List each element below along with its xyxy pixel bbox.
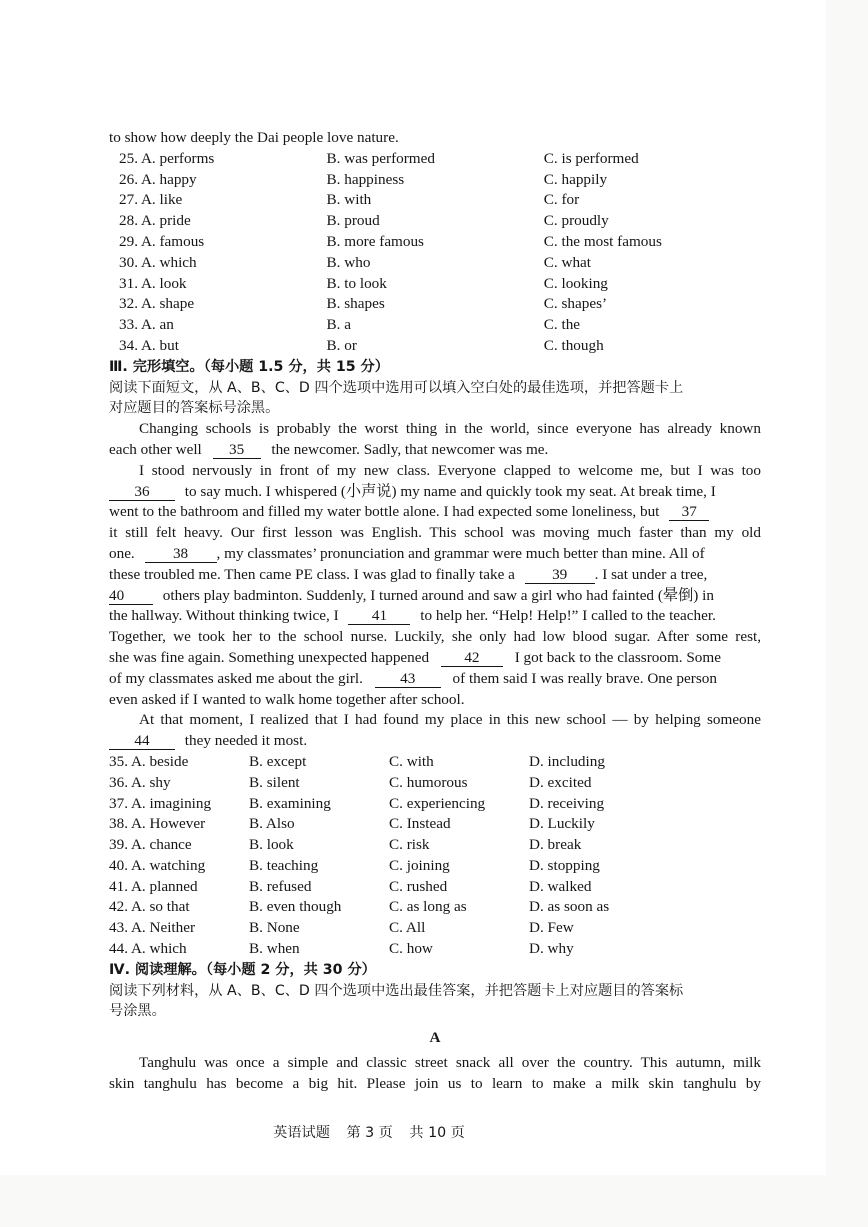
option-row (109, 773, 761, 794)
option-c: C. joining (389, 856, 450, 874)
option-b: B. refused (249, 877, 312, 895)
option-b: B. teaching (249, 856, 319, 874)
passage-line (109, 606, 761, 627)
blank-36: 36 (109, 483, 175, 501)
passage-text: went to the bathroom and filled my water bottle alone. I had expected some loneliness, but (109, 503, 660, 521)
passage-text: of them said I was really brave. One person (452, 669, 717, 687)
option-b: B. shapes (326, 295, 385, 313)
option-c: C. shapes’ (543, 295, 608, 313)
option-row (109, 835, 761, 856)
option-a: 35. A. beside (109, 752, 189, 770)
passage-a-label: A (429, 1029, 441, 1047)
passage-line (109, 669, 761, 690)
option-d: D. stopping (529, 856, 600, 874)
passage-text: one. (109, 544, 135, 562)
option-c: C. what (543, 253, 592, 271)
passage-text: the newcomer. Sadly, that newcomer was me. (271, 440, 549, 458)
option-row (109, 232, 761, 253)
option-b: B. proud (326, 212, 380, 230)
footer-total: 共 10 页 (409, 1125, 465, 1141)
passage-line: I stood nervously in front of my new class. Everyone clapped to welcome me, but I was too (139, 461, 761, 479)
section3-instruction: 阅读下面短文，从 A、B、C、D 四个选项中选用可以填入空白处的最佳选项，并把答题卡上 (109, 379, 684, 396)
passage-text: to say much. I whispered (小声说) my name and quickly took my seat. At break time, I (184, 482, 716, 500)
intro-line: to show how deeply the Dai people love nature. (109, 129, 399, 146)
section3-instruction-cont: 对应题目的答案标号涂黑。 (109, 400, 280, 417)
passage-line (109, 440, 761, 461)
option-b: B. was performed (326, 149, 435, 167)
option-a: 42. A. so that (109, 898, 190, 916)
option-row (109, 315, 761, 336)
option-a: 31. A. look (119, 274, 187, 292)
option-b: B. silent (249, 773, 300, 791)
option-d: D. Luckily (529, 815, 595, 833)
option-b: B. happiness (326, 170, 405, 188)
passage-line: it still felt heavy. Our first lesson was English. This school was moving much faster than my old (109, 524, 761, 542)
passage-text: . I sat under a tree, (594, 565, 708, 583)
passage-line (109, 482, 761, 503)
passage-line: At that moment, I realized that I had found my place in this new school — by helping someone (139, 711, 761, 729)
part3-options (109, 752, 761, 960)
option-a: 30. A. which (119, 253, 197, 271)
option-b: B. examining (249, 794, 331, 812)
option-row (109, 149, 761, 170)
option-b: B. to look (326, 274, 387, 292)
blank-35: 35 (213, 441, 261, 459)
option-c: C. as long as (389, 898, 467, 916)
option-row (109, 190, 761, 211)
option-d: D. Few (529, 919, 574, 937)
option-a: 34. A. but (119, 336, 179, 354)
option-d: D. receiving (529, 794, 605, 812)
option-row (109, 336, 761, 357)
option-row (109, 918, 761, 939)
passage-text: she was fine again. Something unexpected happened (109, 648, 430, 666)
option-b: B. when (249, 940, 300, 958)
option-c: C. All (389, 919, 426, 937)
passage-line (109, 586, 761, 607)
option-a: 26. A. happy (119, 170, 197, 188)
option-d: D. excited (529, 773, 592, 791)
passage-text: these troubled me. Then came PE class. I was glad to finally take a (109, 565, 515, 583)
option-row (109, 794, 761, 815)
option-c: C. is performed (543, 149, 639, 167)
reading-line: Tanghulu was once a simple and classic street snack all over the country. This autumn, milk (139, 1054, 761, 1072)
option-a: 27. A. like (119, 191, 183, 209)
option-c: C. experiencing (389, 794, 486, 812)
option-a: 41. A. planned (109, 877, 198, 895)
passage-text: , my classmates’ pronunciation and grammar were much better than mine. All of (216, 544, 705, 562)
option-b: B. who (326, 253, 371, 271)
option-row (109, 856, 761, 877)
option-c: C. proudly (543, 212, 609, 230)
option-b: B. even though (249, 898, 342, 916)
option-b: B. or (326, 336, 357, 354)
option-c: C. humorous (389, 773, 468, 791)
option-a: 28. A. pride (119, 212, 191, 230)
blank-38: 38 (145, 545, 217, 563)
page-content (109, 128, 761, 1095)
section3-heading: Ⅲ. 完形填空。（每小题 1.5 分，共 15 分） (109, 358, 389, 375)
option-a: 39. A. chance (109, 836, 192, 854)
option-a: 25. A. performs (119, 149, 215, 167)
option-c: C. rushed (389, 877, 448, 895)
option-row (109, 877, 761, 898)
passage-line (109, 731, 761, 752)
blank-42: 42 (441, 649, 503, 667)
passage-line (109, 648, 761, 669)
section4-heading: Ⅳ. 阅读理解。（每小题 2 分，共 30 分） (109, 961, 376, 978)
reading-line: skin tanghulu has become a big hit. Please join us to learn to make a milk skin tanghulu by (109, 1074, 761, 1092)
option-a: 29. A. famous (119, 232, 205, 250)
option-a: 38. A. However (109, 815, 206, 833)
option-c: C. risk (389, 836, 430, 854)
option-row (109, 294, 761, 315)
section4-instruction: 阅读下列材料，从 A、B、C、D 四个选项中选出最佳答案，并把答题卡上对应题目的答案标 (109, 982, 684, 999)
passage-text: each other well (109, 440, 202, 458)
option-row (109, 814, 761, 835)
part2-options (109, 149, 761, 357)
passage-line: even asked if I wanted to walk home together after school. (109, 690, 465, 708)
option-b: B. look (249, 836, 294, 854)
option-c: C. Instead (389, 815, 451, 833)
passage-text: the hallway. Without thinking twice, I (109, 607, 339, 625)
option-c: C. with (389, 752, 434, 770)
option-row (109, 274, 761, 295)
cloze-passage (109, 419, 761, 752)
option-c: C. how (389, 940, 433, 958)
option-row (109, 253, 761, 274)
section4-instruction-cont: 号涂黑。 (109, 1003, 166, 1020)
option-a: 32. A. shape (119, 295, 195, 313)
blank-40: 40 (109, 587, 153, 605)
option-c: C. happily (543, 170, 608, 188)
blank-44: 44 (109, 732, 175, 750)
footer-subject: 英语试题 (273, 1125, 330, 1141)
option-b: B. with (326, 191, 372, 209)
option-d: D. walked (529, 877, 592, 895)
option-row (109, 752, 761, 773)
option-a: 40. A. watching (109, 856, 206, 874)
passage-text: to help her. “Help! Help!” I called to the teacher. (420, 607, 716, 625)
option-d: D. as soon as (529, 898, 610, 916)
option-a: 36. A. shy (109, 773, 171, 791)
option-b: B. Also (249, 815, 295, 833)
footer-page: 第 3 页 (346, 1125, 393, 1141)
blank-41: 41 (348, 607, 410, 625)
option-row (109, 897, 761, 918)
option-b: B. except (249, 752, 307, 770)
passage-text: I got back to the classroom. Some (514, 648, 721, 666)
passage-text: others play badminton. Suddenly, I turned around and saw a girl who had fainted (晕倒) in (162, 586, 714, 604)
option-c: C. though (543, 336, 604, 354)
option-row (109, 939, 761, 960)
option-c: C. looking (543, 274, 608, 292)
passage-text: of my classmates asked me about the girl. (109, 669, 363, 687)
blank-43: 43 (375, 670, 441, 688)
page-footer (0, 1122, 868, 1142)
option-d: D. why (529, 940, 574, 958)
option-c: C. for (543, 191, 580, 209)
blank-37: 37 (669, 503, 709, 521)
blank-39: 39 (525, 566, 595, 584)
option-c: C. the (543, 316, 581, 334)
option-row (109, 211, 761, 232)
option-a: 43. A. Neither (109, 919, 196, 937)
option-a: 37. A. imagining (109, 794, 212, 812)
option-row (109, 170, 761, 191)
option-a: 44. A. which (109, 940, 187, 958)
option-d: D. break (529, 836, 582, 854)
option-c: C. the most famous (543, 232, 662, 250)
passage-line: Changing schools is probably the worst thing in the world, since everyone has already known (139, 420, 761, 438)
passage-line (109, 502, 761, 523)
passage-line (109, 565, 761, 586)
option-b: B. None (249, 919, 300, 937)
passage-line (109, 544, 761, 565)
option-b: B. more famous (326, 232, 424, 250)
option-b: B. a (326, 316, 351, 334)
passage-line: Together, we took her to the school nurse. Luckily, she only had low blood sugar. After some rest, (109, 628, 761, 646)
passage-text: they needed it most. (184, 732, 308, 750)
option-a: 33. A. an (119, 316, 174, 334)
option-d: D. including (529, 752, 605, 770)
